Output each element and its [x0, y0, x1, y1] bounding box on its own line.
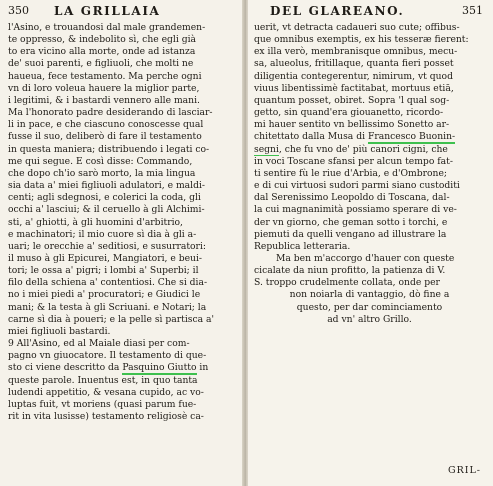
line-text: getto, sin quand'era giouanetto, ricordo- — [254, 107, 444, 119]
text-line — [254, 168, 485, 180]
line-text: questo, per dar cominciamento — [296, 301, 443, 313]
text-line — [8, 192, 238, 204]
line-text: Ma l'honorato padre desiderando di lasciar- — [8, 107, 213, 119]
text-line — [8, 119, 238, 131]
highlighted-name: segni — [254, 143, 279, 155]
text-line — [254, 204, 485, 216]
text-line — [254, 34, 485, 46]
text-line — [254, 58, 485, 70]
line-text: la cui magnanimità possiamo sperare di ve- — [254, 204, 457, 216]
text-line — [254, 277, 485, 289]
text-line — [254, 156, 485, 168]
right-running-title: DEL GLAREANO. — [270, 4, 405, 18]
text-line — [254, 265, 485, 277]
text-line — [8, 229, 238, 241]
text-line — [254, 314, 485, 326]
line-text: mi hauer sentito vn bellissimo Sonetto ar- — [254, 119, 450, 131]
line-text: der vn giorno, che geman sotto i torchi, e — [254, 216, 448, 228]
text-line — [8, 375, 238, 387]
text-line — [8, 22, 238, 34]
line-text: S. troppo crudelmente collata, onde per — [254, 277, 440, 289]
text-line — [254, 180, 485, 192]
line-text: viuus libentissimè factitabat, mortuus etiā, — [254, 82, 454, 94]
text-line — [8, 326, 238, 338]
text-line — [254, 253, 485, 265]
line-text: centi; agli sdegnosi, e colerici la coda, gli — [8, 192, 201, 204]
line-text: sia data a' miei figliuoli adulatori, e maldi- — [8, 180, 205, 192]
line-text: Republica letteraria. — [254, 240, 351, 252]
text-line — [8, 58, 238, 70]
text-line — [254, 83, 485, 95]
left-running-head — [8, 4, 238, 20]
left-page — [0, 0, 244, 486]
left-page-number: 350 — [8, 4, 29, 17]
line-text: carne sì dia à poueri; e la pelle sì partisca a' — [8, 313, 215, 325]
line-text: no i miei piedi a' procuratori; e Giudici le — [8, 289, 201, 301]
text-line — [254, 144, 485, 156]
text-line — [8, 71, 238, 83]
text-line — [254, 289, 485, 301]
line-text: i legitimi, & i bastardi vennero alle mani. — [8, 94, 200, 106]
line-text: to era vicino alla morte, onde ad istanza — [8, 46, 196, 58]
line-text: sto ci viene descritto da — [8, 362, 123, 374]
line-text: ti sentire fù le riue d'Arbia, e d'Ombrone; — [254, 167, 447, 179]
line-text: chitettato dalla Musa di — [254, 131, 368, 143]
line-tail: in — [196, 362, 209, 374]
text-line — [8, 362, 238, 374]
text-line — [254, 22, 485, 34]
line-text: luptas fuit, vt moriens (quasi parum fue- — [8, 398, 197, 410]
line-text: Ma ben m'accorgo d'hauer con queste — [276, 252, 455, 264]
text-line — [254, 71, 485, 83]
line-text: rit in vita lusisse) testamento religiosè ca- — [8, 411, 204, 422]
text-line — [254, 241, 485, 253]
text-line — [254, 95, 485, 107]
text-line — [8, 83, 238, 95]
line-text: diligentia contegerentur, nimirum, vt quod — [254, 70, 453, 82]
line-text: tori; le ossa a' pigri; i lombi a' Superbi; il — [8, 265, 199, 277]
text-line — [8, 217, 238, 229]
line-text: de' suoi parenti, e figliuoli, che molti ne — [8, 58, 194, 70]
line-tail: , che fu vno de' più canori cigni, che — [278, 143, 448, 155]
highlighted-name: Francesco Buonin- — [367, 131, 456, 143]
text-line — [254, 192, 485, 204]
text-line — [8, 95, 238, 107]
line-text: in questa maniera; distribuendo i legati co- — [8, 143, 210, 155]
line-text: dal Serenissimo Leopoldo di Toscana, dal- — [254, 192, 450, 204]
text-line — [8, 302, 238, 314]
text-line — [8, 338, 238, 350]
line-text: pagno vn giuocatore. Il testamento di que- — [8, 350, 207, 362]
line-text: il muso à gli Epicurei, Mangiatori, e beui- — [8, 252, 202, 264]
text-line — [8, 411, 238, 423]
line-text: e machinatori; il mio cuore sì dia à gli a- — [8, 228, 197, 240]
right-page-text — [254, 22, 485, 326]
text-line — [8, 277, 238, 289]
right-running-head — [256, 4, 487, 20]
line-text: piemuti da quelli vengano ad illustrare la — [254, 228, 447, 240]
text-line — [8, 204, 238, 216]
line-text: que omnibus exemptis, ex his tesseræ fierent: — [254, 34, 469, 46]
text-line — [8, 387, 238, 399]
line-text: uerit, vt detracta cadaueri suo cute; offibus- — [254, 22, 460, 33]
text-line — [254, 46, 485, 58]
left-page-text — [8, 22, 238, 423]
line-text: vn di loro voleua hauere la miglior parte, — [8, 82, 200, 94]
line-text: li in pace, e che ciascuno conoscesse qual — [8, 119, 204, 131]
text-line — [8, 144, 238, 156]
text-line — [8, 107, 238, 119]
line-text: sa, alueolus, fritillaque, quanta fieri posset — [254, 58, 454, 70]
text-line — [254, 119, 485, 131]
line-text: ad vn' altro Grillo. — [327, 313, 412, 325]
line-text: che dopo ch'io sarò morto, la mia lingua — [8, 167, 196, 179]
text-line — [8, 156, 238, 168]
line-text: e di cui virtuosi sudori parmi siano custoditi — [254, 180, 460, 192]
line-text: mani; & la testa à gli Scriuani. e Notari; la — [8, 301, 207, 313]
highlighted-name: Pasquino Giutto — [122, 362, 197, 374]
text-line — [8, 46, 238, 58]
text-line — [254, 131, 485, 143]
catchword: GRIL- — [447, 465, 481, 476]
line-text: uari; le orecchie a' seditiosi, e susurratori: — [8, 240, 206, 252]
text-line — [8, 314, 238, 326]
line-text: quantum posset, obiret. Sopra 'l qual sog- — [254, 94, 450, 106]
text-line — [254, 229, 485, 241]
line-text: cicalate da niun profitto, la patienza di V. — [254, 265, 446, 277]
right-page — [248, 0, 493, 486]
left-running-title: LA GRILLAIA — [54, 4, 161, 18]
line-text: non noiarla di vantaggio, dò fine a — [289, 289, 450, 301]
text-line — [8, 253, 238, 265]
right-page-number: 351 — [462, 4, 483, 17]
line-text: l'Asino, e trouandosi dal male grandemen- — [8, 22, 206, 33]
text-line — [8, 241, 238, 253]
text-line — [8, 34, 238, 46]
text-line — [8, 265, 238, 277]
line-text: te oppresso, & indebolito sì, che egli già — [8, 34, 197, 46]
text-line — [8, 131, 238, 143]
line-text: fusse il suo, deliberò di fare il testamento — [8, 131, 202, 143]
text-line — [8, 168, 238, 180]
text-line — [8, 350, 238, 362]
text-line — [254, 107, 485, 119]
text-line — [254, 302, 485, 314]
line-text: in voci Toscane sfansi per alcun tempo fat- — [254, 155, 453, 167]
line-text: miei figliuoli bastardi. — [8, 325, 111, 337]
line-text: ex illa verò, membranisque omnibus, mecu- — [254, 46, 458, 58]
text-line — [254, 217, 485, 229]
line-text: ludendi appetitio, & vesana cupido, ac vo- — [8, 386, 204, 398]
text-line — [8, 180, 238, 192]
line-text: me qui segue. E così disse: Commando, — [8, 155, 193, 167]
line-text: filo della schiena a' contentiosi. Che si dia- — [8, 277, 208, 289]
text-line — [8, 399, 238, 411]
line-text: haueua, fece testamento. Ma perche ogni — [8, 70, 202, 82]
text-line — [8, 289, 238, 301]
line-text: sti, a' ghiotti, à gli huomini d'arbitrio, — [8, 216, 183, 228]
line-text: queste parole. Inuentus est, in quo tanta — [8, 374, 198, 386]
line-text: occhi a' lasciui; & il ceruello à gli Alchimi- — [8, 204, 205, 216]
line-text: 9 All'Asino, ed al Maiale diasi per com- — [8, 338, 190, 350]
